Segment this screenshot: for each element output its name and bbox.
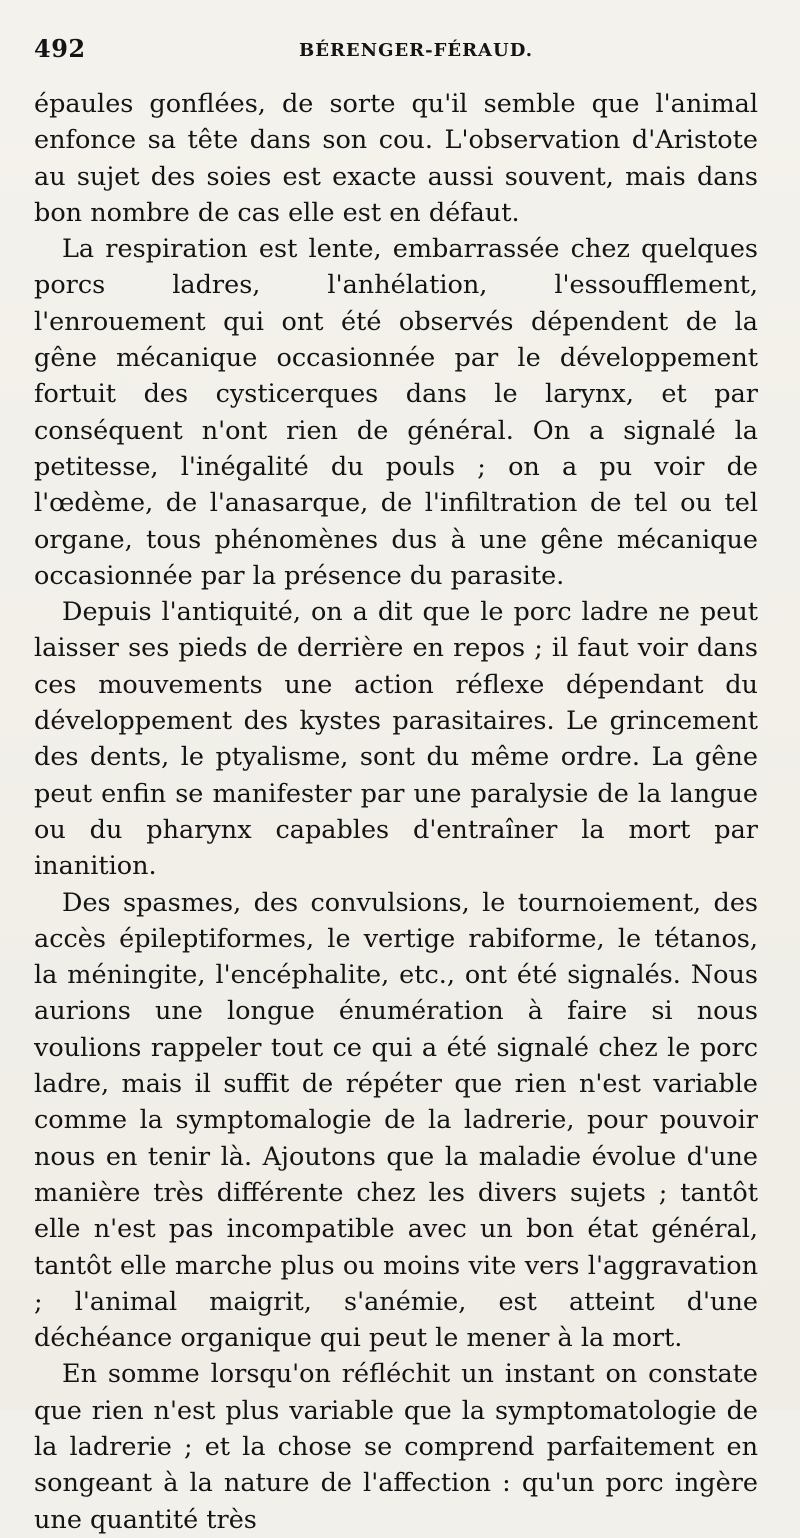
paragraph-continuation: épaules gonflées, de sorte qu'il semble que l'animal enfonce sa tête dans son cou. L'observation d'Aristote au sujet des soies est exacte aussi souvent, mais dans bon nombre de cas elle est en défaut.: [34, 89, 758, 228]
paragraph-respiration: La respiration est lente, embarrassée chez quelques porcs ladres, l'anhélation, l'essoufflement, l'enrouement qui ont été observés dépendent de la gêne mécanique occasionnée par le développement fortuit des cysticerques dans le larynx, et par conséquent n'ont rien de général. On a signalé la petitesse, l'inégalité du pouls ; on a pu voir de l'œdème, de l'anasarque, de l'infiltration de tel ou tel organe, tous phénomènes dus à une gêne mécanique occasionnée par la présence du parasite.: [34, 234, 758, 591]
body-text: [34, 86, 758, 1538]
running-head: BÉRENGER-FÉRAUD.: [299, 40, 533, 61]
paragraph-spasmes: Des spasmes, des convulsions, le tournoiement, des accès épileptiformes, le vertige rabiforme, le tétanos, la méningite, l'encéphalite, etc., ont été signalés. Nous aurions une longue énumération à faire si nous voulions rappeler tout ce qui a été signalé chez le porc ladre, mais il suffit de répéter que rien n'est variable comme la symptomalogie de la ladrerie, pour pouvoir nous en tenir là. Ajoutons que la maladie évolue d'une manière très différente chez les divers sujets ; tantôt elle n'est pas incompatible avec un bon état général, tantôt elle marche plus ou moins vite vers l'aggravation ; l'animal maigrit, s'anémie, est atteint d'une déchéance organique qui peut le mener à la mort.: [34, 887, 758, 1354]
page-header: [34, 30, 758, 74]
paragraph-antiquite: Depuis l'antiquité, on a dit que le porc ladre ne peut laisser ses pieds de derrière en repos ; il faut voir dans ces mouvements une action réflexe dépendant du développement des kystes parasitaires. Le grincement des dents, le ptyalisme, sont du même ordre. La gêne peut enfin se manifester par une paralysie de la langue ou du pharynx capables d'entraîner la mort par inanition.: [34, 597, 758, 882]
page-number: 492: [34, 34, 86, 63]
paragraph-en-somme: En somme lorsqu'on réfléchit un instant on constate que rien n'est plus variable que la symptomatologie de la ladrerie ; et la chose se comprend parfaitement en songeant à la nature de l'affection : qu'un porc ingère une quantité très: [34, 1359, 758, 1535]
